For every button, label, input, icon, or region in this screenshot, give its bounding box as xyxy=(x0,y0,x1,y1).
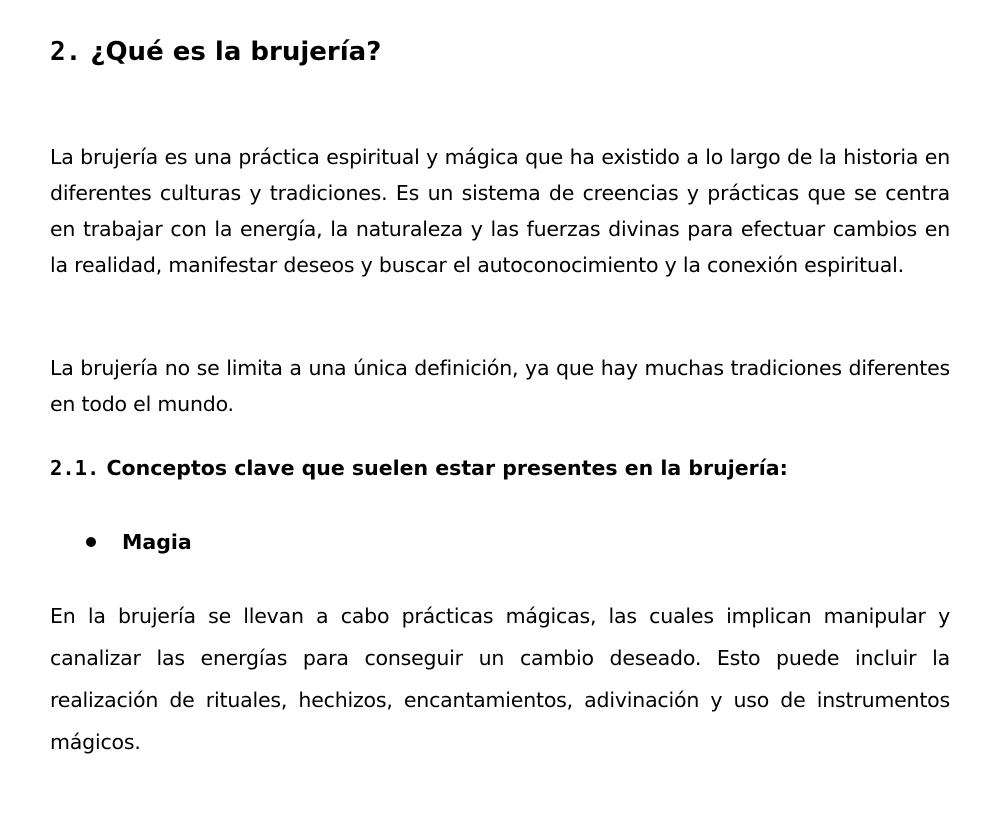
section-number: 2. xyxy=(50,37,82,67)
subsection-heading xyxy=(50,452,788,484)
paragraph-traditions: La brujería no se limita a una única definición, ya que hay muchas tradiciones diferentes en todo el mundo. xyxy=(50,356,950,416)
subsection-title: Conceptos clave que suelen estar presentes en la brujería: xyxy=(106,456,788,480)
bullet-icon xyxy=(86,537,96,547)
list-item xyxy=(86,526,192,558)
paragraph-magic: En la brujería se llevan a cabo prácticas mágicas, las cuales implican manipular y canalizar las energías para conseguir un cambio deseado. Esto puede incluir la realización de rituales, hechizos, encantamientos, adivinación y uso de instrumentos mágicos. xyxy=(50,604,950,754)
paragraph-definition: La brujería es una práctica espiritual y mágica que ha existido a lo largo de la historia en diferentes culturas y tradiciones. Es un sistema de creencias y prácticas que se centra en trabajar con la energía, la naturaleza y las fuerzas divinas para efectuar cambios en la realidad, manifestar deseos y buscar el autoconocimiento y la conexión espiritual. xyxy=(50,145,950,277)
subsection-number: 2.1. xyxy=(50,456,100,480)
section-heading xyxy=(50,34,381,70)
list-item-label: Magia xyxy=(122,530,192,554)
section-title: ¿Qué es la brujería? xyxy=(90,37,382,67)
